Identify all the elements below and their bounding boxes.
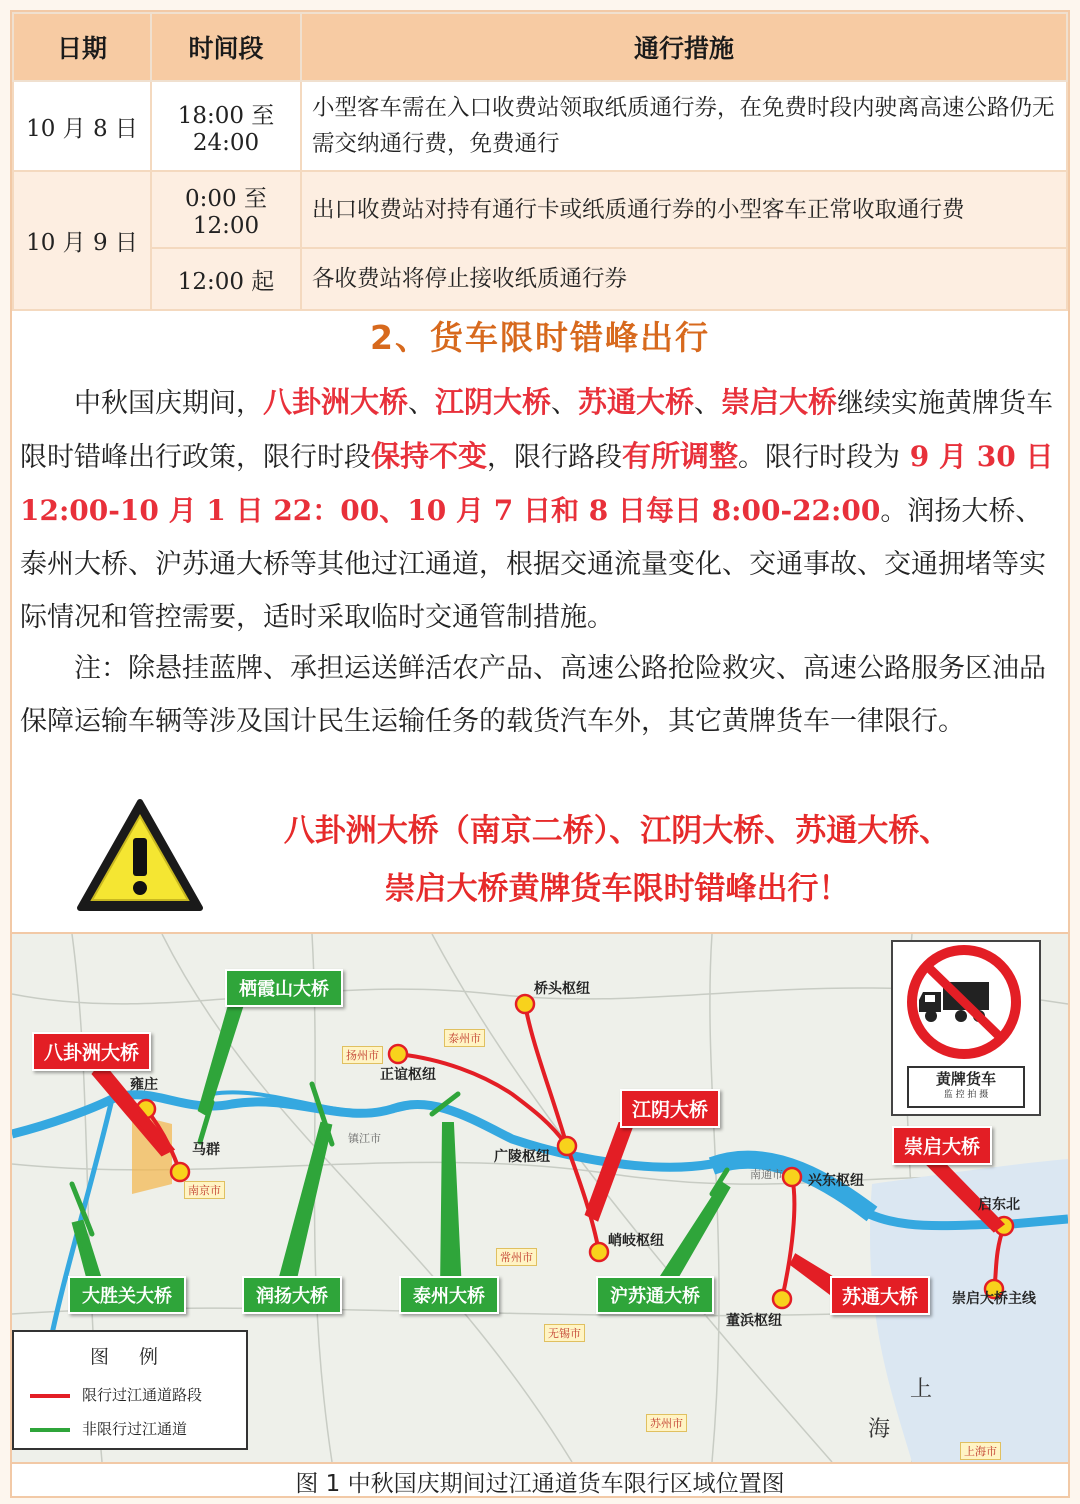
city-yangzhou: 扬州市 xyxy=(342,1046,383,1064)
cell-time: 12:00 起 xyxy=(151,248,301,310)
bridge-name: 崇启大桥 xyxy=(721,385,838,419)
sea-label-2: 海 xyxy=(868,1417,891,1442)
policy-paragraph: 中秋国庆期间，八卦洲大桥、江阴大桥、苏通大桥、崇启大桥继续实施黄牌货车限时错峰出行政策，限行时段保持不变，限行路段有所调整。限行时段为 9 月 30 日 12:00-10 月 1 日 22：00、10 月 7 日和 8 日每日 8:00-22:00。润扬大桥、泰州大桥、沪苏通大桥等其他过江通道，根据交通流量变化、交通事故、交通拥堵等实际情况和管控需要，适时采取临时交通管制措施。 xyxy=(20,385,1054,633)
city-suzhou: 苏州市 xyxy=(646,1414,687,1432)
city-changzhou: 常州市 xyxy=(496,1248,537,1266)
yellow-plate-truck-label: 黄牌货车 监 控 拍 摄 xyxy=(907,1066,1025,1108)
node-chongqi-mainline: 崇启大桥主线 xyxy=(952,1291,1036,1307)
schedule-table xyxy=(12,12,1068,311)
node-qiaoqi: 峭岐枢纽 xyxy=(608,1233,664,1249)
legend-title: 图 例 xyxy=(89,1346,171,1368)
city-nanjing: 南京市 xyxy=(184,1181,225,1199)
label-chongqi-bridge: 崇启大桥 xyxy=(892,1126,992,1165)
city-taizhou: 泰州市 xyxy=(444,1029,485,1047)
label-sutong-bridge: 苏通大桥 xyxy=(830,1276,930,1315)
no-truck-icon xyxy=(893,942,1039,1066)
warning-icon xyxy=(76,798,204,914)
highlight-text: 保持不变 xyxy=(371,439,488,473)
cell-measure: 出口收费站对持有通行卡或纸质通行券的小型客车正常收取通行费 xyxy=(301,171,1067,248)
node-yongzhuang: 雍庄 xyxy=(130,1077,158,1093)
header-date: 日期 xyxy=(13,13,151,81)
bridge-name: 苏通大桥 xyxy=(578,385,695,419)
label-qixiashan-bridge: 栖霞山大桥 xyxy=(225,969,343,1007)
section-title: 2、货车限时错峰出行 xyxy=(370,318,710,357)
node-dongbang: 董浜枢纽 xyxy=(726,1313,782,1329)
legend-restricted: 限行过江通道路段 xyxy=(30,1384,202,1405)
table-row xyxy=(13,171,1067,248)
label-taizhou-bridge: 泰州大桥 xyxy=(399,1276,499,1314)
sea-label-1: 上 xyxy=(910,1377,933,1402)
label-hustong-bridge: 沪苏通大桥 xyxy=(596,1276,714,1314)
bridge-map xyxy=(12,932,1068,1464)
bridge-name: 八卦洲大桥 xyxy=(263,385,409,419)
page xyxy=(10,10,1070,1498)
city-nantong: 南通市 xyxy=(750,1168,783,1181)
bridge-name: 江阴大桥 xyxy=(435,385,552,419)
node-zhengyi: 正谊枢纽 xyxy=(380,1067,436,1083)
table-row xyxy=(13,81,1067,171)
city-wuxi: 无锡市 xyxy=(544,1324,585,1342)
node-guangling: 广陵枢纽 xyxy=(494,1149,550,1165)
cell-time: 0:00 至 12:00 xyxy=(151,171,301,248)
city-shanghai: 上海市 xyxy=(960,1442,1001,1460)
legend-unrestricted: 非限行过江通道 xyxy=(30,1418,187,1439)
restriction-period: 9 月 30 日 12:00-10 月 1 日 22：00、10 月 7 日和 8 日每日 8:00-22:00 xyxy=(20,440,1054,527)
header-measure: 通行措施 xyxy=(301,13,1067,81)
node-qidongbei: 启东北 xyxy=(978,1197,1020,1213)
city-zhenjiang: 镇江市 xyxy=(348,1132,381,1145)
figure-caption: 图 1 中秋国庆期间过江通道货车限行区域位置图 xyxy=(295,1471,785,1497)
cell-time: 18:00 至 24:00 xyxy=(151,81,301,171)
node-xingdong: 兴东枢纽 xyxy=(808,1173,864,1189)
warning-line-2: 崇启大桥黄牌货车限时错峰出行！ xyxy=(384,871,850,907)
cell-measure: 各收费站将停止接收纸质通行券 xyxy=(301,248,1067,310)
highlight-text: 有所调整 xyxy=(622,439,739,473)
table-row xyxy=(13,248,1067,310)
cell-date: 10 月 9 日 xyxy=(13,171,151,310)
label-baguazhou-bridge: 八卦洲大桥 xyxy=(32,1032,151,1071)
map-legend xyxy=(12,1330,248,1450)
label-runyang-bridge: 润扬大桥 xyxy=(242,1276,342,1314)
node-maqun: 马群 xyxy=(192,1142,220,1158)
warning-line-1: 八卦洲大桥（南京二桥）、江阴大桥、苏通大桥、 xyxy=(283,813,951,849)
note-paragraph: 注：除悬挂蓝牌、承担运送鲜活农产品、高速公路抢险救灾、高速公路服务区油品保障运输车辆等涉及国计民生运输任务的载货汽车外，其它黄牌货车一律限行。 xyxy=(20,653,1046,737)
cell-measure: 小型客车需在入口收费站领取纸质通行券，在免费时段内驶离高速公路仍无需交纳通行费，免费通行 xyxy=(301,81,1067,171)
label-dashengguan-bridge: 大胜关大桥 xyxy=(68,1276,186,1314)
header-time: 时间段 xyxy=(151,13,301,81)
cell-date: 10 月 8 日 xyxy=(13,81,151,171)
node-qiaotou: 桥头枢纽 xyxy=(534,981,590,997)
label-jiangyin-bridge: 江阴大桥 xyxy=(620,1089,720,1128)
no-truck-sign xyxy=(891,940,1041,1116)
